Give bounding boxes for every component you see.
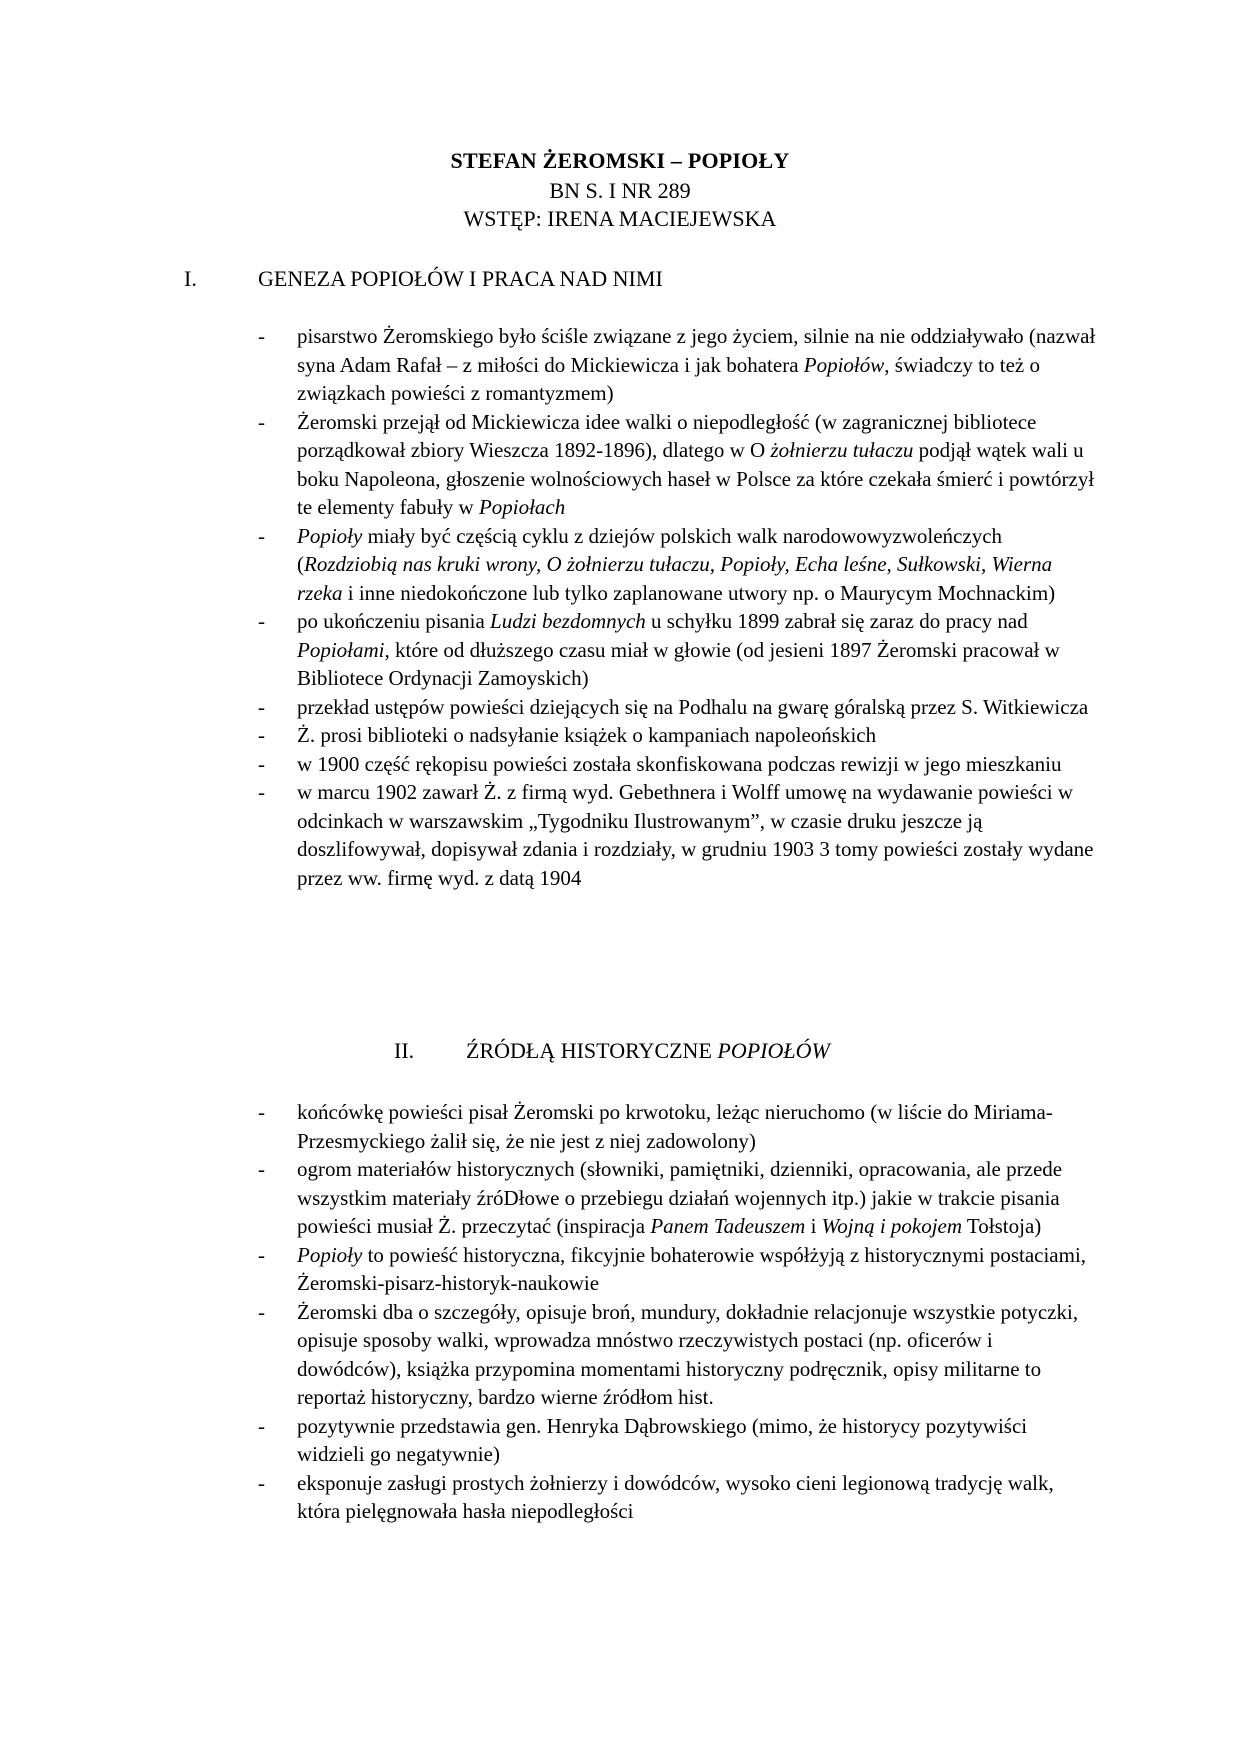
italic-title-run: Popioły bbox=[297, 523, 363, 548]
list-item-text bbox=[297, 778, 1097, 892]
list-item-text bbox=[297, 322, 1097, 408]
bullet-dash: - bbox=[258, 1100, 265, 1124]
list-item bbox=[0, 1241, 1240, 1298]
text-run: , świadczy to też o związkach powieści z romantyzmem) bbox=[297, 352, 1040, 405]
bullet-dash: - bbox=[258, 409, 265, 434]
list-item bbox=[0, 1298, 1240, 1412]
list-item-text bbox=[297, 1098, 1097, 1155]
bullet-dash: - bbox=[258, 523, 265, 548]
text-run: miały być częścią cyklu z dziejów polskich walk narodowowyzwoleńczych ( bbox=[297, 523, 1003, 576]
bullet-dash: - bbox=[258, 609, 265, 633]
bullet-dash: - bbox=[258, 1299, 265, 1324]
section-2-number: II. bbox=[394, 1038, 415, 1063]
text-run: u schyłku 1899 zabrał się zaraz do pracy nad bbox=[645, 609, 1028, 633]
list-item-text bbox=[297, 1155, 1097, 1241]
list-item bbox=[0, 693, 1240, 722]
list-item bbox=[0, 408, 1240, 522]
text-run: eksponuje zasługi prostych żołnierzy i dowódców, wysoko cieni legionową tradycję walk, która pielęgnowała hasła niepodległości bbox=[297, 1470, 1054, 1523]
list-item-text bbox=[297, 693, 1097, 722]
section-2-title-italic: POPIOŁÓW bbox=[717, 1038, 830, 1063]
list-item bbox=[0, 1155, 1240, 1241]
text-run: i bbox=[805, 1214, 822, 1238]
text-run: to powieść historyczna, fikcyjnie bohaterowie współżyją z historycznymi postaciami, Żeromski-pisarz-historyk-naukowie bbox=[297, 1242, 1087, 1295]
bullet-dash: - bbox=[258, 780, 265, 804]
bullet-dash: - bbox=[258, 1242, 265, 1267]
text-run: przekład ustępów powieści dziejących się na Podhalu na gwarę góralską przez S. Witkiewicza bbox=[297, 694, 1089, 719]
list-item bbox=[0, 322, 1240, 408]
text-run: Ż. prosi biblioteki o nadsyłanie książek o kampaniach napoleońskich bbox=[297, 723, 877, 747]
italic-title-run: żołnierzu tułaczu bbox=[770, 438, 914, 462]
section-2-list bbox=[0, 1098, 1240, 1526]
list-item bbox=[0, 778, 1240, 892]
text-run: po ukończeniu pisania bbox=[297, 609, 491, 633]
italic-title-run: Popioły bbox=[297, 1242, 363, 1267]
text-run: Żeromski przejął od Mickiewicza idee walki o niepodległość (w zagranicznej bibliotece porządkował zbiory Wieszcza 1892-1896), dlatego w O bbox=[297, 409, 1037, 462]
bullet-dash: - bbox=[258, 694, 265, 719]
list-item-text bbox=[297, 1469, 1097, 1526]
section-1-title: GENEZA POPIOŁÓW I PRACA NAD NIMI bbox=[258, 266, 663, 291]
italic-title-run: Popiołach bbox=[478, 495, 566, 519]
list-item-text bbox=[297, 408, 1097, 522]
bullet-dash: - bbox=[258, 324, 265, 348]
text-run: pisarstwo Żeromskiego było ściśle związane z jego życiem, silnie na nie oddziaływało (nazwał syna Adam Rafał – z miłości do Mickiewicza i jak bohatera bbox=[297, 324, 1096, 377]
list-item-text bbox=[297, 721, 1097, 750]
italic-title-run: Popiołami bbox=[297, 637, 385, 662]
document-subtitle-intro: WSTĘP: IRENA MACIEJEWSKA bbox=[463, 206, 777, 231]
text-run: w 1900 część rękopisu powieści została skonfiskowana podczas rewizji w jego mieszkaniu bbox=[297, 751, 1062, 776]
text-run: końcówkę powieści pisał Żeromski po krwotoku, leżąc nieruchomo (w liście do Miriama-Przesmyckiego żalił się, że nie jest z niej zadowolony) bbox=[297, 1100, 1053, 1153]
list-item bbox=[0, 607, 1240, 693]
list-item-text bbox=[297, 522, 1097, 608]
italic-title-run: Panem Tadeuszem bbox=[650, 1214, 806, 1238]
section-2-title-text: ŹRÓDŁĄ HISTORYCZNE bbox=[466, 1038, 718, 1063]
list-item bbox=[0, 1412, 1240, 1469]
list-item bbox=[0, 721, 1240, 750]
text-run: w marcu 1902 zawarł Ż. z firmą wyd. Gebethnera i Wolff umowę na wydawanie powieści w odcinkach w warszawskim „Tygodniku Ilustrowanym”, w czasie druku jeszcze ją doszlifowywał, dopisywał zdania i rozdziały, w grudniu 1903 3 tomy powieści zostały wydane przez ww. firmę wyd. z datą 1904 bbox=[297, 780, 1094, 890]
list-item-text bbox=[297, 1241, 1097, 1298]
text-run: pozytywnie przedstawia gen. Henryka Dąbrowskiego (mimo, że historycy pozytywiści widzieli go negatywnie) bbox=[297, 1413, 1028, 1466]
italic-title-run: Rozdziobią nas kruki wrony, O żołnierzu tułaczu, Popioły, Echa leśne, Sułkowski, Wierna rzeka bbox=[297, 552, 1053, 605]
list-item-text bbox=[297, 1298, 1097, 1412]
text-run: , które od dłuższego czasu miał w głowie (od jesieni 1897 Żeromski pracował w Bibliotece Ordynacji Zamoyskich) bbox=[297, 637, 1060, 690]
list-item-text bbox=[297, 607, 1097, 693]
bullet-dash: - bbox=[258, 1413, 265, 1438]
text-run: i inne niedokończone lub tylko zaplanowane utwory np. o Maurycym Mochnackim) bbox=[342, 580, 1056, 605]
list-item bbox=[0, 522, 1240, 608]
text-run: podjął wątek wali u boku Napoleona, głoszenie wolnościowych haseł w Polsce za które czekała śmierć i powtórzył te elementy fabuły w bbox=[297, 438, 1095, 519]
section-1-list bbox=[0, 322, 1240, 892]
bullet-dash: - bbox=[258, 751, 265, 776]
list-item bbox=[0, 1469, 1240, 1526]
list-item bbox=[0, 750, 1240, 779]
text-run: Żeromski dba o szczegóły, opisuje broń, mundury, dokładnie relacjonuje wszystkie potyczki, opisuje sposoby walki, wprowadza mnóstwo rzeczywistych postaci (np. oficerów i dowódców), książka przypomina momentami historyczny podręcznik, opisy militarne to reportaż historyczny, bardzo wierne źródłom hist. bbox=[297, 1299, 1079, 1409]
list-item-text bbox=[297, 1412, 1097, 1469]
italic-title-run: Popiołów bbox=[803, 352, 885, 377]
document-subtitle-series: BN S. I NR 289 bbox=[549, 178, 691, 203]
bullet-dash: - bbox=[258, 1157, 265, 1181]
section-2-title bbox=[466, 1038, 830, 1064]
italic-title-run: Wojną i pokojem bbox=[821, 1214, 963, 1238]
bullet-dash: - bbox=[258, 723, 265, 747]
bullet-dash: - bbox=[258, 1470, 265, 1495]
text-run: Tołstoja) bbox=[962, 1214, 1042, 1238]
italic-title-run: Ludzi bezdomnych bbox=[490, 609, 646, 633]
document-title: STEFAN ŻEROMSKI – POPIOŁY bbox=[450, 148, 790, 173]
list-item bbox=[0, 1098, 1240, 1155]
list-item-text bbox=[297, 750, 1097, 779]
section-1-number: I. bbox=[184, 266, 197, 291]
text-run: ogrom materiałów historycznych (słowniki, pamiętniki, dzienniki, opracowania, ale przede wszystkim materiały źróDłowe o przebiegu działań wojennych itp.) jakie w trakcie pisania powieści musiał Ż. przeczytać (inspiracja bbox=[297, 1157, 1063, 1238]
